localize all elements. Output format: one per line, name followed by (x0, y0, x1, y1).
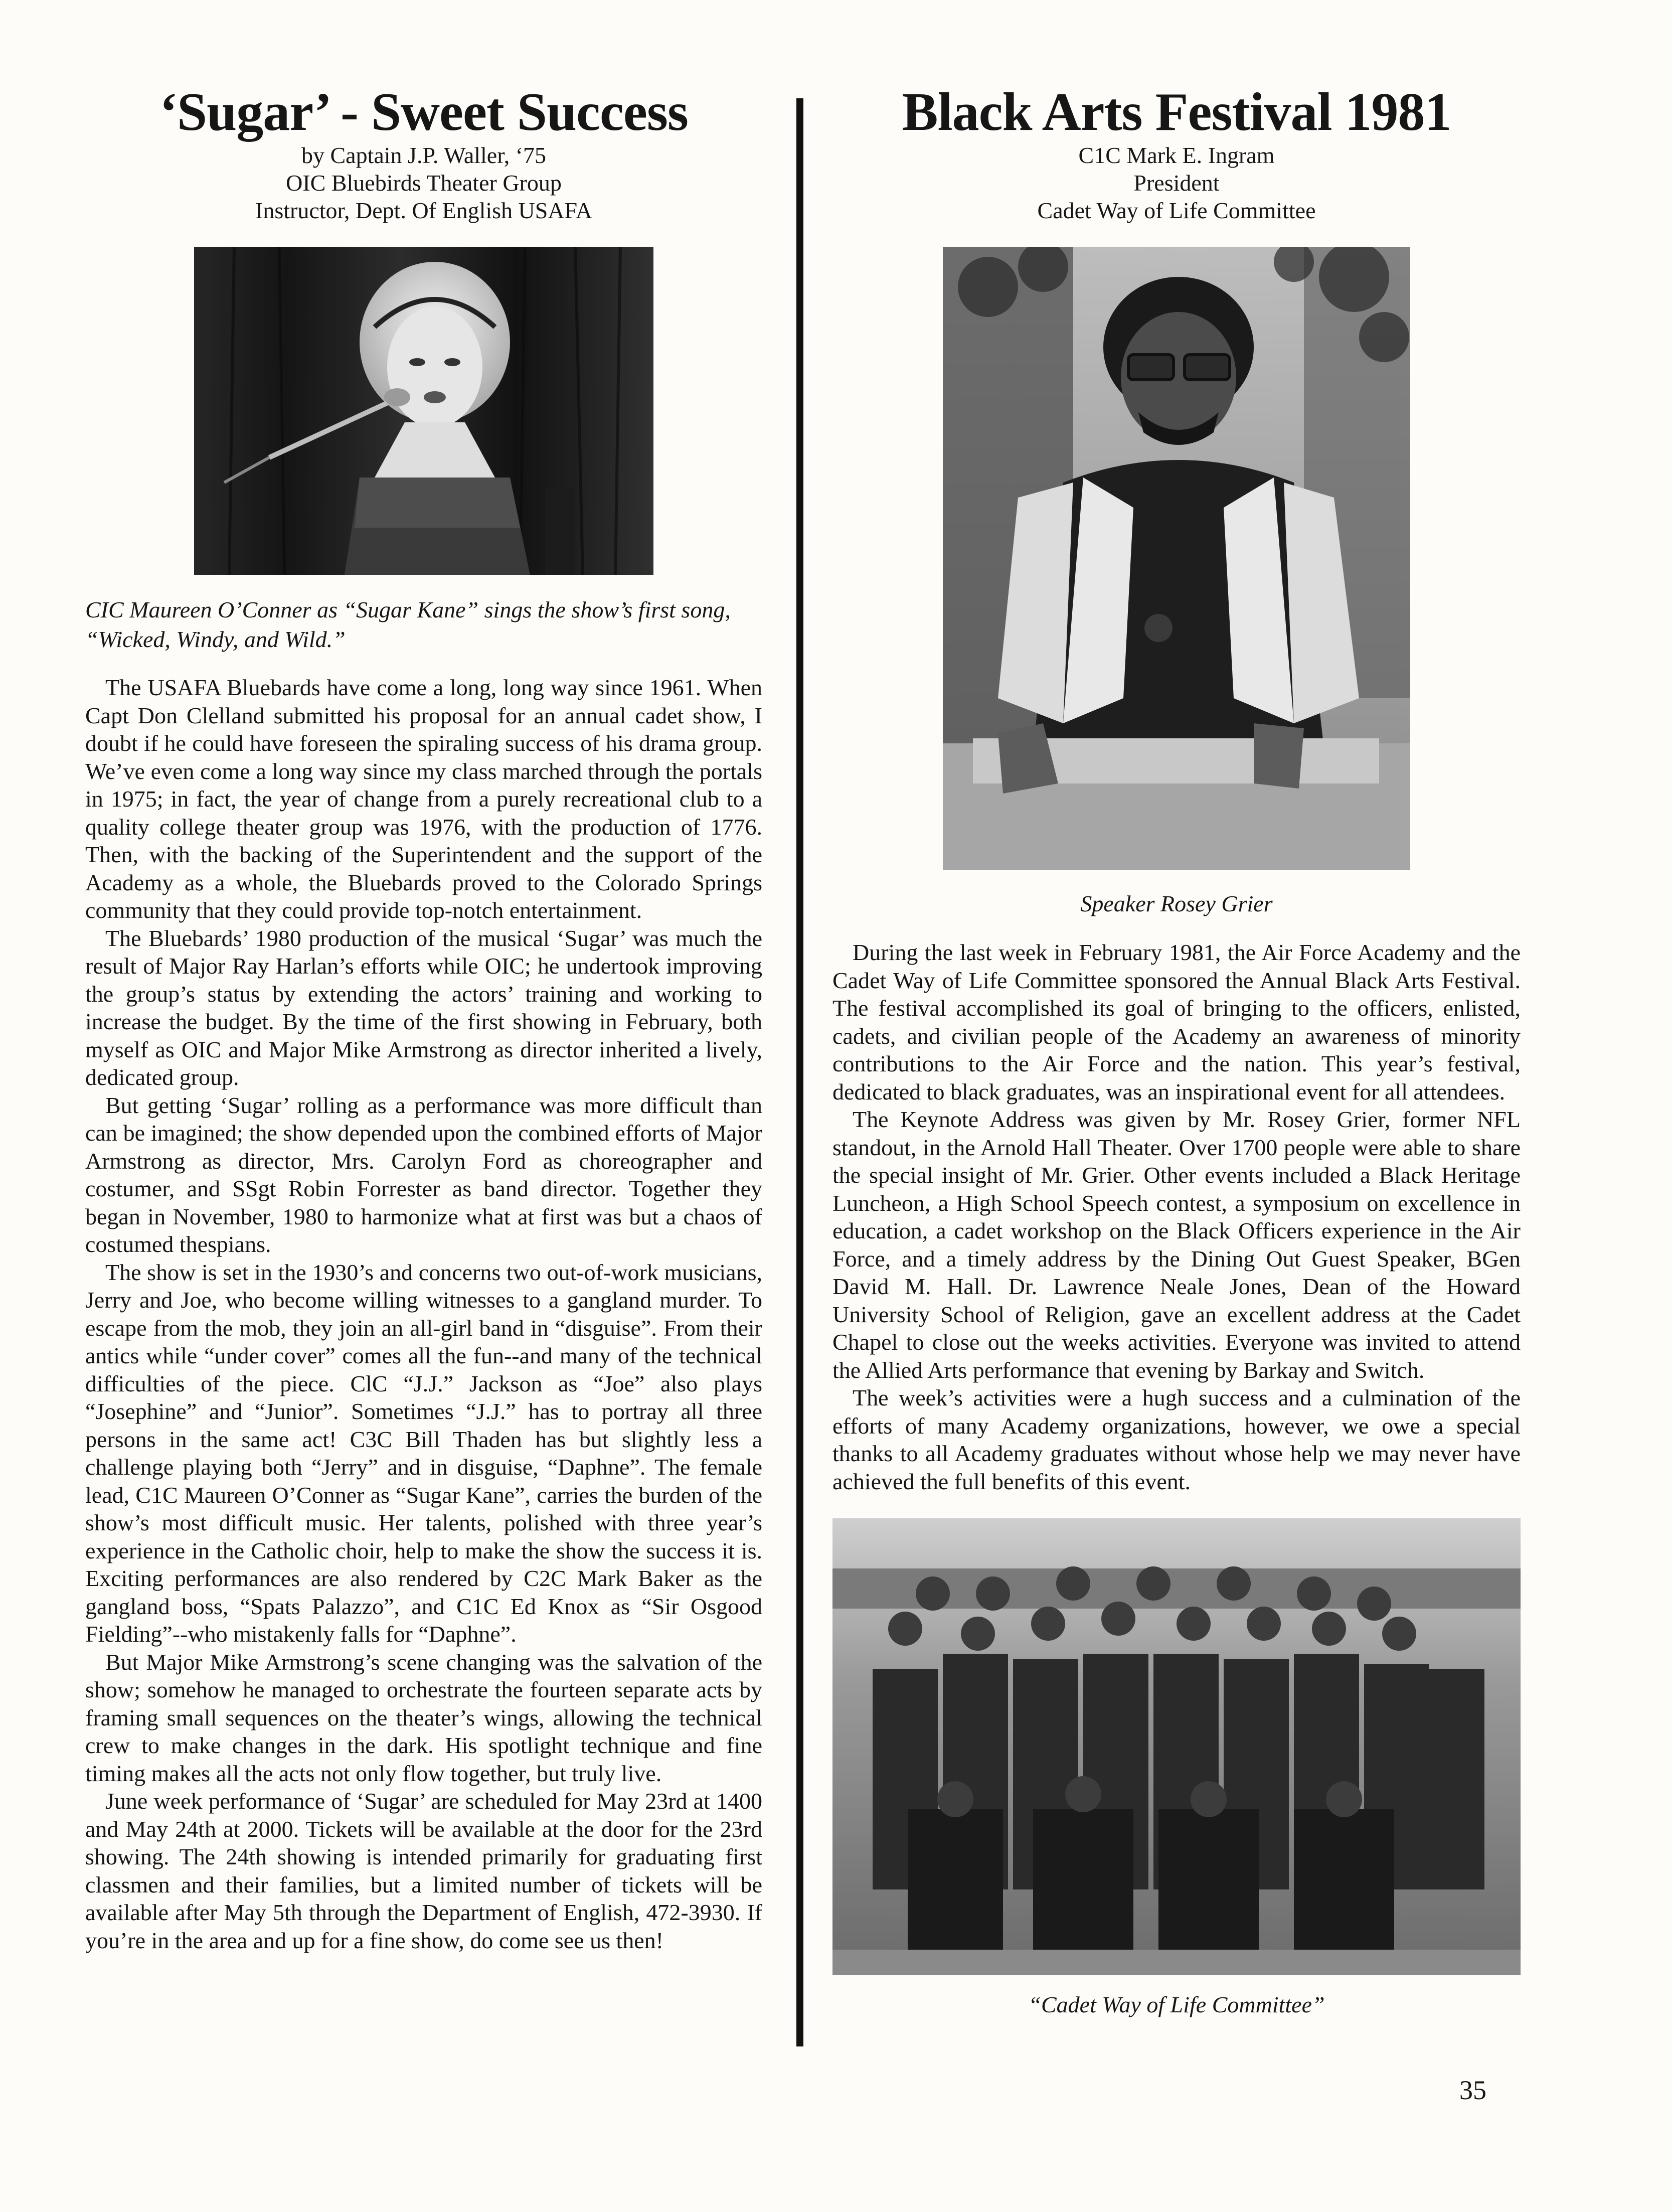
speaker-photo (943, 247, 1410, 870)
page-number: 35 (1459, 2075, 1486, 2105)
group-photo-caption: “Cadet Way of Life Committee” (1028, 1992, 1325, 2018)
right-article-byline (832, 141, 1521, 225)
paragraph: The USAFA Bluebards have come a long, long way since 1961. When Capt Don Clelland submitted his proposal for an annual cadet show, I doubt if he could have foreseen the spiraling success of his drama group. We’ve even come a long way since my class marched through the portals in 1975; in fact, the year of change from a purely recreational club to a quality college theater group was 1976, with the production of 1776. Then, with the backing of the Superintendent and the support of the Academy as a whole, the Bluebards proved to the Colorado Springs community that they could provide top-notch entertainment. (85, 675, 762, 923)
left-article (85, 82, 762, 1954)
byline-line: Cadet Way of Life Committee (1037, 198, 1316, 224)
byline-line: C1C Mark E. Ingram (1078, 142, 1275, 168)
right-article-body (832, 938, 1521, 1495)
paragraph: The show is set in the 1930’s and concerns two out-of-work musicians, Jerry and Joe, who become willing witnesses to a gangland murder. To escape from the mob, they join an all-girl band in “disguise”. From their antics while “under cover” comes all the fun--and many of the technical difficulties of the piece. ClC “J.J.” Jackson as “Joe” also plays “Josephine” and “Junior”. Sometimes “J.J.” has to portray all three persons in the same act! C3C Bill Thaden has but slightly less a challenge playing both “Jerry” and in disguise, “Daphne”. The female lead, C1C Maureen O’Conner as “Sugar Kane”, carries the burden of the show’s most difficult music. Her talents, polished with three year’s experience in the Catholic choir, help to make the show the success it is. Exciting performances are also rendered by C2C Mark Baker as the gangland boss, “Spats Palazzo”, and C1C Ed Knox as “Sir Osgood Fielding”--who mistakenly falls for “Daphne”. (85, 1259, 762, 1647)
paragraph: June week performance of ‘Sugar’ are scheduled for May 23rd at 1400 and May 24th at 2000. Tickets will be available at the door for the 23rd showing. The 24th showing is intended primarily for graduating first classmen and their families, but a limited number of tickets will be available after May 5th through the Department of English, 472-3930. If you’re in the area and up for a fine show, do come see us then! (85, 1788, 762, 1953)
column-divider (796, 98, 803, 2046)
paragraph: During the last week in February 1981, the Air Force Academy and the Cadet Way of Life Committee sponsored the Annual Black Arts Festival. The festival accomplished its goal of bringing to the officers, enlisted, cadets, and civilian people of the Academy an awareness of minority contributions to the Air Force and the nation. This year’s festival, dedicated to black graduates, was an inspirational event for all attendees. (832, 939, 1521, 1104)
paragraph: The week’s activities were a hugh success and a culmination of the efforts of many Academy organizations, however, we owe a special thanks to all Academy graduates without whose help we may never have achieved the full benefits of this event. (832, 1385, 1521, 1494)
byline-line: President (1133, 170, 1220, 196)
paragraph: But Major Mike Armstrong’s scene changing was the salvation of the show; somehow he managed to orchestrate the fourteen separate acts by framing small sequences on the theater’s wings, allowing the technical crew to make changes in the dark. His spotlight technique and fine timing makes all the acts not only flow together, but truly live. (85, 1649, 762, 1786)
byline-line: Instructor, Dept. Of English USAFA (255, 198, 592, 224)
byline-line: by Captain J.P. Waller, ‘75 (301, 142, 547, 168)
paragraph: The Bluebards’ 1980 production of the musical ‘Sugar’ was much the result of Major Ray Harlan’s efforts while OIC; he undertook improving the group’s status by extending the actors’ training and working to increase the budget. By the time of the first showing in February, both myself as OIC and Major Mike Armstrong as director inherited a lively, dedicated group. (85, 925, 762, 1090)
paragraph: The Keynote Address was given by Mr. Rosey Grier, former NFL standout, in the Arnold Hall Theater. Over 1700 people were able to share the special insight of Mr. Grier. Other events included a Black Heritage Luncheon, a High School Speech contest, a symposium on excellence in education, a cadet workshop on the Black Officers experience in the Air Force, and a timely address by the Dining Out Guest Speaker, BGen David M. Hall. Dr. Lawrence Neale Jones, Dean of the Howard University School of Religion, gave an excellent address at the Cadet Chapel to close out the weeks activities. Everyone was invited to attend the Allied Arts performance that evening by Barkay and Switch. (832, 1107, 1521, 1383)
byline-line: OIC Bluebirds Theater Group (286, 170, 562, 196)
right-article-title: Black Arts Festival 1981 (902, 82, 1451, 142)
group-photo (832, 1518, 1521, 1975)
speaker-photo-caption: Speaker Rosey Grier (1080, 890, 1273, 916)
left-article-body (85, 674, 762, 1954)
paragraph: But getting ‘Sugar’ rolling as a performance was more difficult than can be imagined; the show depended upon the combined efforts of Major Armstrong as director, Mrs. Carolyn Ford as choreographer and costumer, and SSgt Robin Forrester as band director. Together they began in November, 1980 to harmonize what at first was but a chaos of costumed thespians. (85, 1092, 762, 1257)
singer-photo (194, 247, 653, 575)
left-article-byline (85, 141, 762, 225)
singer-photo-caption: CIC Maureen O’Conner as “Sugar Kane” sings the show’s first song, “Wicked, Windy, and Wild.” (85, 596, 731, 653)
left-article-title: ‘Sugar’ - Sweet Success (159, 82, 688, 142)
right-article (832, 82, 1521, 2020)
